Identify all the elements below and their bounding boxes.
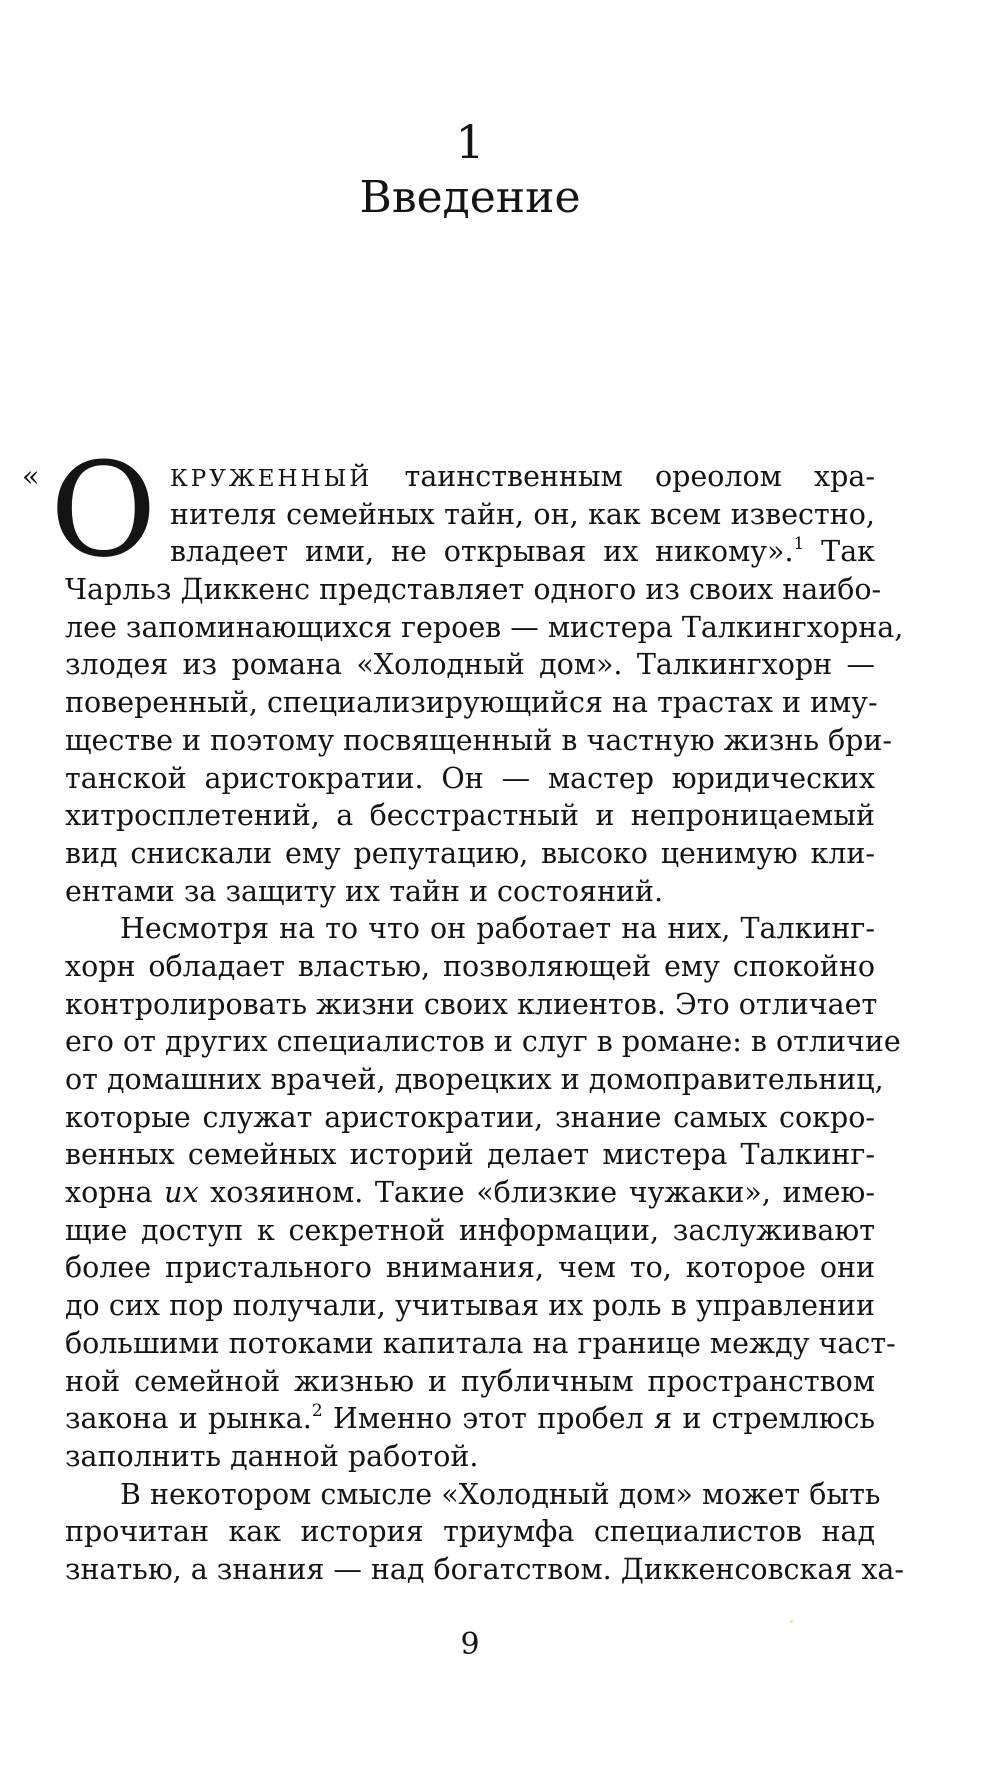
drop-cap-letter: О (50, 434, 157, 586)
text-line: его от других специалистов и слуг в романе: в отличие (65, 1025, 901, 1059)
italic-word: их (164, 1176, 199, 1210)
smallcaps-word: КРУЖЕННЫЙ (170, 466, 373, 492)
text-line: от домашних врачей, дворецких и домоправительниц, (65, 1063, 884, 1096)
text-line: В некотором смысле «Холодный дом» может быть (120, 1477, 881, 1511)
text-line: нителя семейных тайн, он, как всем известно, (170, 497, 875, 531)
text-line: хитросплетений, а бесстрастный и непроницаемый (65, 799, 875, 833)
page-number: 9 (460, 1627, 480, 1662)
text-line: ной семейной жизнью и публичным пространством (65, 1364, 875, 1398)
opening-quote-mark: « (22, 460, 40, 493)
text-line: владеет ими, не открывая их никому».$^1$ Так (170, 534, 875, 569)
text-line: знатью, а знания — над богатством. Диккенсовская ха- (65, 1552, 905, 1586)
text-line: лее запоминающихся героев — мистера Талкингхорна, (65, 610, 904, 644)
text-line: закона и рынка.$^2$ Именно этот пробел я и стремлюсь (65, 1401, 875, 1436)
text-line: КРУЖЕННЫЙ таинственным ореолом хра- (170, 460, 875, 493)
text-line: более пристального внимания, чем то, которое они (65, 1251, 875, 1285)
chapter-number: 1 (455, 115, 485, 169)
text-line: Чарльз Диккенс представляет одного из своих наибо- (65, 573, 882, 607)
text-line: ентами за защиту их тайн и состояний. (65, 874, 664, 908)
text-line: большими потоками капитала на границе между част- (65, 1326, 896, 1360)
text-line: поверенный, специализирующийся на трастах и иму- (65, 686, 878, 720)
text-line: заполнить данной работой. (65, 1439, 479, 1473)
text-line: контролировать жизни своих клиентов. Это отличает (65, 987, 878, 1021)
text-line: которые служат аристократии, знание самых сокро- (65, 1100, 875, 1134)
text-line: венных семейных историй делает мистера Талкинг- (65, 1138, 875, 1172)
text-line: до сих пор получали, учитывая их роль в управлении (65, 1289, 875, 1323)
text-line: злодея из романа «Холодный дом». Талкингхорн — (65, 648, 875, 682)
text-line: щие доступ к секретной информации, заслуживают (65, 1213, 875, 1247)
footnote-ref-1: 1 (793, 534, 805, 555)
text-line: ществе и поэтому посвященный в частную жизнь бри- (65, 723, 893, 757)
text-line: танской аристократии. Он — мастер юридических (65, 761, 875, 795)
chapter-title: Введение (359, 172, 581, 223)
text-line: вид снискали ему репутацию, высоко ценимую кли- (65, 836, 875, 870)
paper-speck (790, 1620, 793, 1623)
text-line: хорн обладает властью, позволяющей ему спокойно (65, 949, 875, 983)
text-line: Несмотря на то что он работает на них, Талкинг- (120, 912, 875, 946)
body-text (65, 458, 905, 1589)
text-line: прочитан как история триумфа специалистов над (65, 1515, 875, 1549)
footnote-ref-2: 2 (311, 1401, 323, 1422)
text-line: хорна их хозяином. Такие «близкие чужаки», имею- (65, 1176, 875, 1210)
